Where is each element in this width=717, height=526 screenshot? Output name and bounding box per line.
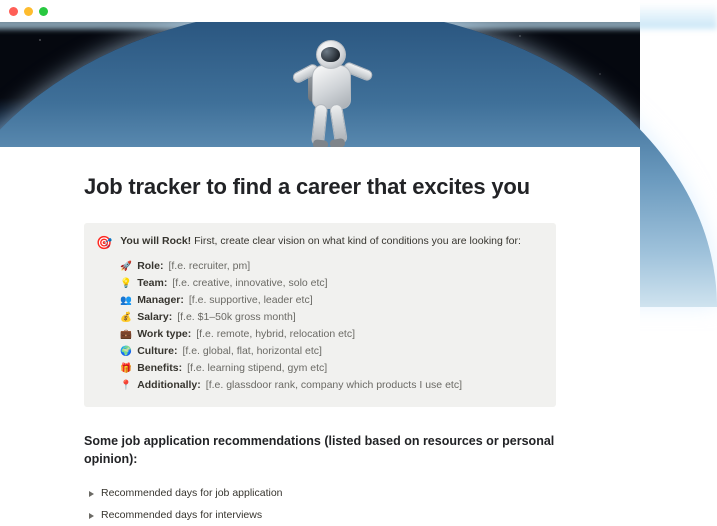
rocket-icon: 🚀 (120, 261, 133, 273)
toggle-label: Recommended days for interviews (101, 508, 263, 521)
page-title: Job tracker to find a career that excites you (84, 174, 530, 199)
field-value: [f.e. recruiter, pm] (168, 260, 251, 273)
toggle-label: Recommended days for job application (101, 486, 283, 499)
list-item[interactable] (120, 275, 542, 292)
field-value: [f.e. $1–50k gross month] (177, 311, 296, 324)
field-label: Role: (137, 260, 164, 273)
callout-lead-text (120, 234, 542, 249)
list-item[interactable] (120, 292, 542, 309)
pin-icon: 📍 (120, 380, 133, 392)
field-label: Additionally: (137, 379, 201, 392)
callout-lead-bold: You will Rock! (120, 235, 192, 248)
maximize-window-button[interactable] (39, 7, 48, 16)
list-item[interactable] (120, 309, 542, 326)
field-label: Manager: (137, 294, 184, 307)
field-value: [f.e. creative, innovative, solo etc] (172, 277, 328, 290)
astronaut-icon (296, 40, 374, 148)
toggle-recommended-days-interviews[interactable] (84, 505, 556, 526)
list-item[interactable] (120, 360, 542, 377)
list-item[interactable] (120, 326, 542, 343)
window-titlebar (0, 0, 640, 22)
field-label: Salary: (137, 311, 173, 324)
field-label: Work type: (137, 328, 192, 341)
criteria-list (120, 258, 542, 394)
briefcase-icon: 💼 (120, 329, 133, 341)
globe-icon: 🌍 (120, 346, 133, 358)
people-icon: 👥 (120, 295, 133, 307)
gift-icon: 🎁 (120, 363, 133, 375)
toggle-recommended-days-application[interactable] (84, 483, 556, 505)
content-column (84, 173, 556, 526)
lightbulb-icon: 💡 (120, 278, 133, 290)
field-label: Team: (137, 277, 168, 290)
chevron-right-icon[interactable] (89, 513, 94, 519)
minimize-window-button[interactable] (24, 7, 33, 16)
callout-lead-rest: First, create clear vision on what kind of conditions you are looking for: (191, 235, 521, 248)
recommendations-heading: Some job application recommendations (listed based on resources or personal opinion): (84, 434, 555, 467)
field-value: [f.e. supportive, leader etc] (188, 294, 313, 307)
field-label: Benefits: (137, 362, 183, 375)
callout-block[interactable] (84, 223, 556, 407)
callout-body (120, 234, 542, 394)
list-item[interactable] (120, 343, 542, 360)
cover-image[interactable] (0, 22, 640, 147)
field-value: [f.e. remote, hybrid, relocation etc] (196, 328, 356, 341)
money-icon: 💰 (120, 312, 133, 324)
target-icon: 🎯 (96, 235, 113, 251)
list-item[interactable] (120, 377, 542, 394)
field-value: [f.e. global, flat, horizontal etc] (182, 345, 322, 358)
page-body (0, 147, 640, 526)
chevron-right-icon[interactable] (89, 491, 94, 497)
list-item[interactable] (120, 258, 542, 275)
field-value: [f.e. learning stipend, gym etc] (187, 362, 328, 375)
window-controls (9, 7, 48, 16)
field-value: [f.e. glassdoor rank, company which products I use etc] (205, 379, 462, 392)
close-window-button[interactable] (9, 7, 18, 16)
field-label: Culture: (137, 345, 178, 358)
